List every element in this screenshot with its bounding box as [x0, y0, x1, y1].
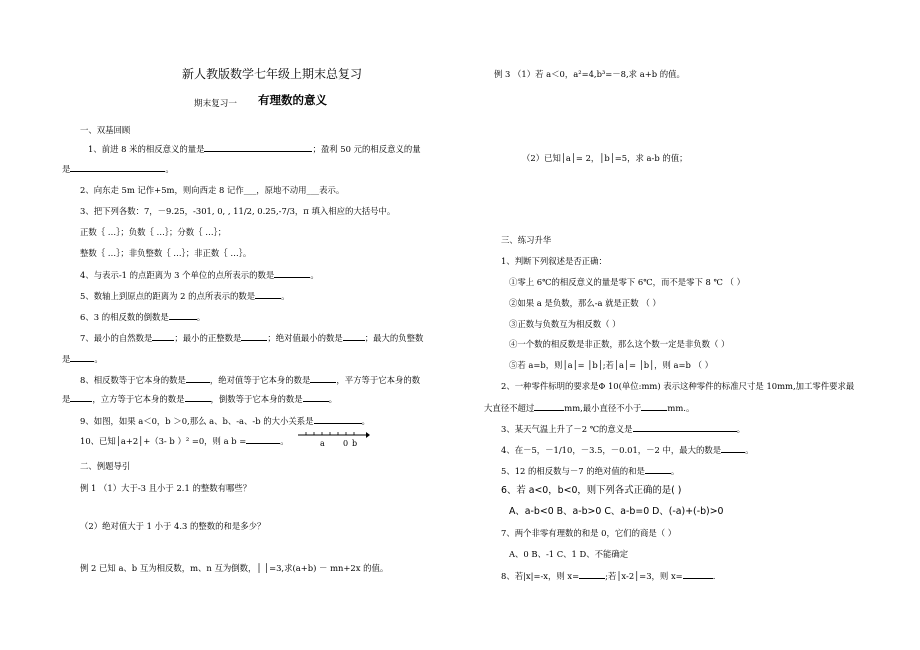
review-label: 期末复习一	[194, 99, 237, 109]
question-3: 3、把下列各数：7，－9.25，-301, 0, , 11/2, 0.25,-7/3，π 填入相应的大括号中。	[80, 206, 396, 216]
question-2: 2、向东走 5m 记作+5m，则向西走 8 记作___，原地不动用___表示。	[80, 185, 345, 195]
question-3-row-1: 正数｛ …｝；负数｛ …｝；分数｛ …｝；	[80, 227, 227, 237]
question-3-row-2: 整数｛ …｝；非负整数｛ …｝；非正数｛ …｝。	[80, 248, 252, 258]
number-line-arrow	[366, 432, 370, 438]
answer-blank[interactable]	[185, 393, 211, 402]
practice-1-item-4: ④一个数的相反数是非正数，那么这个数一定是非负数（ ）	[509, 339, 730, 349]
section-heading: 有理数的意义	[258, 93, 327, 107]
practice-1-item-3: ③正数与负数互为相反数（ ）	[509, 319, 621, 329]
answer-blank[interactable]	[721, 444, 745, 453]
example-1-part-1: 例 1 （1）大于-3 且小于 2.1 的整数有哪些？	[80, 483, 252, 493]
answer-blank[interactable]	[683, 570, 713, 579]
label-zero: 0	[343, 439, 349, 448]
example-2: 例 2 已知 a、b 互为相反数，m、n 互为倒数，│ │=3,求(a+b) － mn+2x 的值。	[80, 563, 389, 573]
example-3-part-1: 例 3 （1）若 a＜0，a²=4,b³=－8,求 a+b 的值。	[494, 69, 685, 79]
question-7-line-2: 是 。	[62, 354, 103, 364]
answer-blank[interactable]	[314, 415, 362, 424]
answer-blank[interactable]	[633, 423, 737, 432]
answer-blank[interactable]	[246, 435, 280, 444]
section-3-heading: 三、练习升华	[501, 235, 552, 245]
practice-5: 5、12 的相反数与－7 的绝对值的和是 。	[501, 466, 680, 476]
section-1-heading: 一、双基回顾	[80, 125, 131, 135]
question-6: 6、3 的相反数的倒数是 。	[80, 312, 206, 322]
question-9: 9、如图，如果 a＜0，b ＞0,那么 a、b、-a、-b 的大小关系是 。	[80, 416, 370, 426]
number-line	[296, 427, 370, 449]
section-2-heading: 二、例题导引	[80, 461, 131, 471]
practice-1-item-5: ⑤若 a=b，则│a│= │b│;若│a│= │b│，则 a=b （ ）	[509, 360, 713, 370]
answer-blank[interactable]	[303, 393, 329, 402]
practice-1-item-2: ②如果 a 是负数，那么-a 就是正数 （ ）	[509, 298, 661, 308]
answer-blank[interactable]	[579, 570, 605, 579]
practice-4: 4、在－5，－1/10，－3.5，－0.01，－2 中，最大的数是 。	[501, 445, 754, 455]
practice-8: 8、若|x|=-x，则 x= ;若│x-2│=3，则 x= .	[501, 571, 716, 581]
answer-blank[interactable]	[255, 290, 281, 299]
answer-blank[interactable]	[70, 163, 165, 172]
answer-blank[interactable]	[534, 402, 564, 411]
practice-7-options: A、0 B、-1 C、1 D、不能确定	[509, 549, 629, 559]
question-1-line-1: 1、前进 8 米的相反意义的量是 ；盈利 50 元的相反意义的量	[88, 144, 421, 154]
practice-7: 7、两个非零有理数的和是 0，它们的商是（ ）	[501, 528, 677, 538]
example-1-part-2: （2）绝对值大于 1 小于 4.3 的整数的和是多少？	[80, 521, 266, 531]
question-10: 10、已知│a+2│+（3- b ）² =0，则 a b = 。	[80, 436, 289, 446]
practice-1-item-1: ①零上 6℃的相反意义的量是零下 6℃，而不是零下 8 ℃ （ ）	[509, 277, 745, 287]
question-4: 4、与表示-1 的点距离为 3 个单位的点所表示的数是 。	[80, 270, 319, 280]
practice-3: 3、某天气温上升了－2 ℃的意义是 。	[501, 424, 745, 434]
practice-2-line-2: 大直径不超过 mm,最小直径不小于 mm.。	[484, 403, 695, 413]
answer-blank[interactable]	[169, 311, 197, 320]
question-5: 5、数轴上到原点的距离为 2 的点所表示的数是 。	[80, 291, 290, 301]
question-8-line-2: 是 ，立方等于它本身的数是 ，倒数等于它本身的数是 。	[62, 394, 337, 404]
answer-blank[interactable]	[274, 269, 310, 278]
page-title: 新人教版数学七年级上期末总复习	[182, 67, 363, 81]
practice-6-options: A、a-b<0 B、a-b>0 C、a-b=0 D、(-a)+(-b)>0	[509, 506, 724, 517]
answer-blank[interactable]	[641, 402, 667, 411]
answer-blank[interactable]	[70, 393, 92, 402]
question-1-line-2: 是 。	[62, 164, 174, 174]
answer-blank[interactable]	[152, 332, 174, 341]
example-3-part-2: （2）已知│a│= 2，│b│=5，求 a-b 的值；	[522, 153, 688, 163]
answer-blank[interactable]	[70, 353, 94, 362]
label-a: a	[320, 439, 325, 448]
answer-blank[interactable]	[645, 465, 671, 474]
practice-1: 1、判断下列叙述是否正确：	[501, 256, 607, 266]
practice-2-line-1: 2、一种零件标明的要求是Φ 10(单位:mm) 表示这种零件的标准尺寸是 10mm,加工零件要求最	[501, 381, 855, 391]
answer-blank[interactable]	[241, 332, 267, 341]
answer-blank[interactable]	[186, 374, 210, 383]
answer-blank[interactable]	[204, 143, 312, 152]
answer-blank[interactable]	[310, 374, 336, 383]
question-8-line-1: 8、相反数等于它本身的数是 ，绝对值等于它本身的数是 ，平方等于它本身的数	[80, 375, 421, 385]
question-7-line-1: 7、最小的自然数是 ；最小的正整数是 ；绝对值最小的数是 ；最大的负整数	[80, 333, 424, 343]
answer-blank[interactable]	[343, 332, 365, 341]
label-b: b	[352, 439, 358, 448]
practice-6: 6、若 a<0，b<0，则下列各式正确的是( )	[501, 485, 682, 496]
